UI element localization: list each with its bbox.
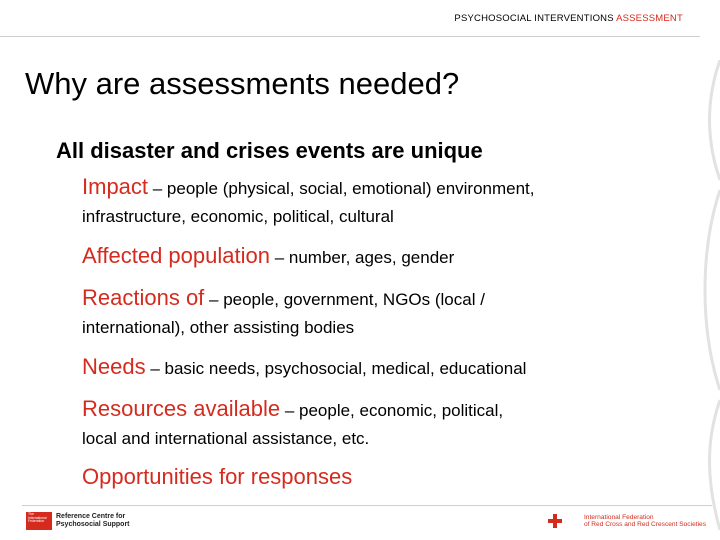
item-text: – people, economic, political, — [280, 401, 504, 420]
list-item-affected-population — [82, 243, 642, 269]
item-heading: Opportunities for responses — [82, 464, 353, 489]
item-heading: Affected population — [82, 243, 270, 268]
item-heading: Impact — [82, 174, 149, 199]
footer-left-line2: Psychosocial Support — [56, 521, 130, 528]
footer-left-text — [56, 513, 130, 529]
header-label-accent: ASSESSMENT — [613, 13, 683, 24]
item-continuation: infrastructure, economic, political, cultural — [82, 207, 394, 226]
footer-left-logo — [26, 511, 130, 531]
footer-right-logo — [547, 511, 706, 531]
list-item-opportunities — [82, 464, 642, 490]
list-item-impact — [82, 174, 642, 227]
list-item-needs — [82, 354, 642, 380]
lead-statement: All disaster and crises events are unique — [56, 138, 483, 163]
item-heading: Resources available — [82, 396, 281, 421]
list-item-reactions — [82, 285, 642, 338]
ifrc-logo-box: The International Federation — [26, 512, 52, 530]
footer-right-text — [584, 514, 706, 529]
header-label-main: PSYCHOSOCIAL INTERVENTIONS — [454, 13, 614, 24]
footer-right-line2: of Red Cross and Red Crescent Societies — [583, 521, 706, 528]
footer-right-line1: International Federation — [583, 513, 654, 521]
footer-left-line1: Reference Centre for — [56, 513, 126, 520]
page-title: Why are assessments needed? — [25, 66, 460, 101]
footer-divider — [22, 505, 712, 506]
item-text: – basic needs, psychosocial, medical, educational — [145, 359, 527, 378]
red-cross-icon — [547, 513, 563, 529]
red-crescent-icon — [565, 513, 579, 529]
item-text: – people (physical, social, emotional) environment, — [148, 179, 535, 198]
item-text: – people, government, NGOs (local / — [204, 290, 485, 309]
item-heading: Reactions of — [82, 285, 205, 310]
item-continuation: international), other assisting bodies — [82, 318, 355, 337]
item-heading: Needs — [82, 354, 146, 379]
list-item-resources — [82, 396, 642, 449]
item-continuation: local and international assistance, etc. — [82, 429, 370, 448]
item-text: – number, ages, gender — [269, 248, 455, 267]
